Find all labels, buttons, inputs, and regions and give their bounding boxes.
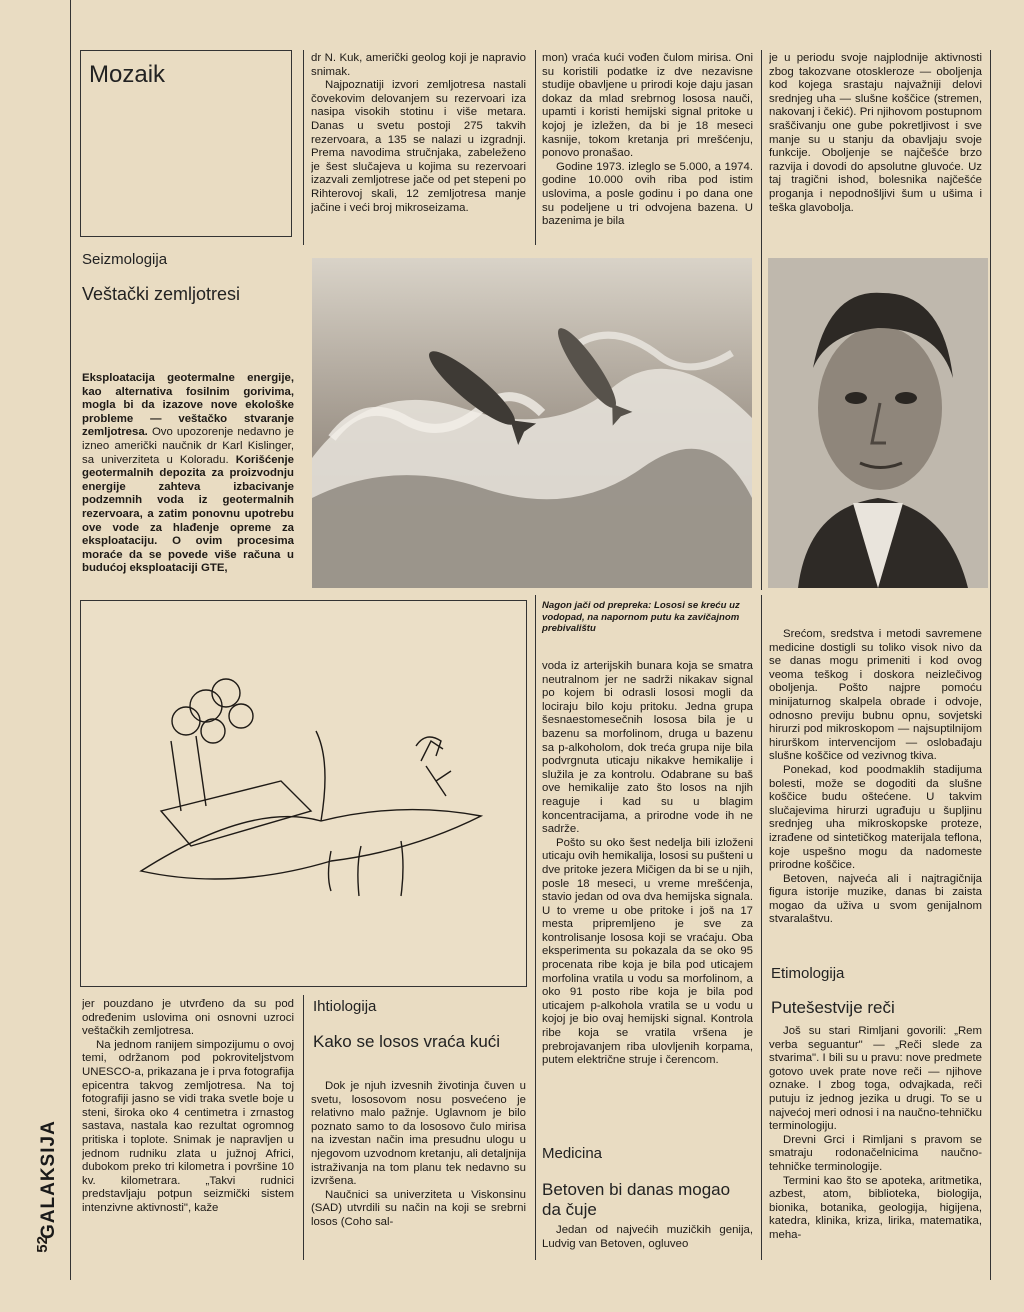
seizmologija-col1-bottom: [82, 998, 294, 1260]
medicina-col4-p2: Srećom, sredstva i metodi savremene medicine dostigli su toliko visok nivo da se danas mogu primeniti i kod ovog veoma teškog i doskora neizlečivog oboljenja. Pošto najpre pomoću minijaturnog skalpela obrade i odvoje, odnosno previju bubnu opnu, sovjetski hirurzi pod mikroskopom — najsuptilnijom hirurškom intervencijom — oslobađaju slušne koščice od vezivnog tkiva.: [769, 628, 982, 763]
section-label-ihtiologija: Ihtiologija: [313, 998, 377, 1015]
medicina-col4-p1: je u periodu svoje najplodnije aktivnosti zbog takozvane otoskleroze — oboljenja kod kojega srastaju najvažniji delovi srednjeg uha — slušne koščice (stremen, nakovanj i čekić). Pri njihovom postupnom sraščivanju one gube pokretljivost i sve manje su u stanju da obavljaju svoje funkcije. Oboljenje se najčešće brzo razvija i dovodi do apsolutne gluvoće. Uz taj tragični ishod, bolesnika najčešće proganja i nepodnošljivi šum u ušima i teška glavobolja.: [769, 52, 982, 214]
etimologija-p2: Drevni Grci i Rimljani s pravom se smatraju rodonačelnicima naučno-tehničke terminologije.: [769, 1133, 982, 1173]
beethoven-portrait: [768, 258, 988, 588]
medicina-col4-middle: [769, 628, 982, 953]
medicina-col4-p4: Betoven, najveća ali i najtragičnija figura istorije muzike, danas bi zaista mogao da uživa u svom genijalnom stvaralaštvu.: [769, 872, 982, 926]
salmon-photo-caption: Nagon jači od prepreka: Lososi se kreću uz vodopad, na napornom putu ka zavičajnom prebivalištu: [542, 600, 740, 634]
mozaik-title-box: [80, 50, 292, 237]
seizmologija-col2-a: dr N. Kuk, američki geolog koji je napravio snimak.: [311, 52, 526, 78]
seizmologija-col1-b: Na jednom ranijem simpozijumu o ovoj temi, održanom pod pokroviteljstvom UNESCO-a, prikazana je i prva fotografija epicentra takvog zemljotresa. Na toj fotografiji jasno se vidi traka svetle boje u steni, široka oko 4 centimetra i zrnastog sastava, nastala kao rezultat ogromnog pritiska i toplote. Snimak je napravljen u jednom rudniku zlata u južnoj Africi, dubokom preko tri kilometra i površine 10 kv. kilometrara. „Takvi rudnici predstavljaju potpun seizmički sistem intenzivne aktivnosti", kaže: [82, 1038, 294, 1214]
ihtiologija-p2: Naučnici sa univerziteta u Viskonsinu (SAD) utvrdili su način na koji se srebrni losos (Coho sal-: [311, 1188, 526, 1228]
ihtiologija-col3-top: [542, 52, 753, 242]
etimologija-body: [769, 1025, 982, 1260]
column-rule-5: [535, 595, 536, 1260]
etimologija-p1: Još su stari Rimljani govorili: „Rem verba seguantur" — „Reči slede za stvarima". I bili su u pravu: nove predmete gotovo uvek prate nove reči — njihove oznake. I zbog toga, odvajkada, reči putuju iz jednog jezika u drugi. To se u najvećoj meri odnosi i na naučno-tehničku terminologiju.: [769, 1025, 982, 1133]
seizmologija-intro-bold: Korišćenje geotermalnih depozita za proizvodnju energije zahteva izbacivanje podzemnih voda iz geotermalnih rezervoara, a zatim ponovnu upotrebu ove vode za hlađenje opreme za eksploataciju. O ovim procesima moraće da se povede više računa u budućoj eksploataciji GTE,: [82, 453, 294, 575]
article-title-vestacki-zemljotresi: Veštački zemljotresi: [82, 284, 241, 304]
medicina-intro: [542, 1224, 753, 1260]
ihtiologija-col2-bottom: [311, 1080, 526, 1260]
seizmologija-col2-b: Najpoznatiji izvori zemljotresa nastali čovekovim delovanjem su rezervoari iza nasipa visokih stotinu i više metara. Danas u svetu postoji 275 takvih rezervoara, a 135 se nalazi u izgradnji. Prema navodima stručnjaka, zabeleženo je šest slučajeva u kojima su rezervoari izazvali zemljotrese jače od pet stepeni po Rihterovoj skali, 12 zemljotresa manje jačine i veći broj mikroseizama.: [311, 79, 526, 214]
article-title-betoven: Betoven bi danas mogao da čuje: [542, 1180, 731, 1219]
right-margin-rule: [990, 50, 991, 1280]
left-margin-rule: [70, 0, 71, 1280]
section-label-medicina: Medicina: [542, 1145, 603, 1162]
article-title-kako-se-losos-vraca: Kako se losos vraća kući: [313, 1032, 501, 1051]
ihtiologija-col3-bottom: [542, 660, 753, 1125]
medicina-col4-top: [769, 52, 982, 242]
cartoon-drawing: [81, 601, 526, 986]
seizmologija-intro-rest: Ovo upozorenje nedavno je izneo američki naučnik dr Karl Kislinger, sa univerziteta u Koloradu.: [82, 426, 294, 466]
article-title-putesestvije-reci: Putešestvije reči: [771, 998, 895, 1017]
beethoven-portrait-graphic: [768, 258, 988, 588]
ihtiologija-col3-p3: voda iz arterijskih bunara koja se smatra neutralnom jer ne sadrži nikakav signal po kojem bi odrasli lososi mogli da lociraju bilo koju pritoku. Jedna grupa šesnaestomesečnih lososa bila je u bazenu sa morfolinom, druga u bazenu sa p-alkoholom, dok treća grupa nije bila podvrgnuta uticaju nikakve hemikalije i služila je za kontrolu. Odabrane su baš ove hemikalije zato što losos na njih reaguje i kad su u blagim koncentracijama, a prirodne vode ih ne sadrže.: [542, 660, 753, 836]
ihtiologija-col3-p4: Pošto su oko šest nedelja bili izloženi uticaju ovih hemikalija, lososi su pušteni u dve pritoke jezera Mičigen da bi se u njih, posle 18 meseci, u vreme mrešćenja, stavio jedan od ova dva hemijska signala. U to vreme u obe pritoke i još na 17 mesta pripremljeno je sve za kontrolisanje lososa koji se vraćaju. Oba eksperimenta su pokazala da se oko 95 procenata ribe koja je bila pod uticajem morfolina vratila u vodu sa morfolinom, a oko 91 posto ribe koja je bila pod uticajem p-alkohola vratila se u vodu u kojoj je bio ovaj hemijski signal. Kontrola ribe koja se vratila vršena je prebrojavanjem riba ulovljenih korpama, putem električne struje i čerencom.: [542, 836, 753, 1067]
galaksija-logo: GALAKSIJA: [38, 1120, 59, 1240]
column-rule-3: [761, 50, 762, 590]
seizmologija-lead: Eksploatacija geotermalne energije, kao alternativa fosilnim gorivima, mogla bi da izazove nove ekološke probleme — veštačko stvaranje zemljotresa.: [82, 372, 294, 439]
salmon-photo-graphic: [312, 258, 752, 588]
section-label-etimologija: Etimologija: [771, 965, 845, 982]
section-label-seizmologija: Seizmologija: [82, 251, 168, 268]
seizmologija-intro: [82, 372, 294, 590]
page-number: 52: [34, 1236, 51, 1253]
column-rule-2: [535, 50, 536, 245]
salmon-waterfall-photo: [312, 258, 752, 588]
etimologija-p3: Termini kao što se apoteka, aritmetika, azbest, atom, biblioteka, biologija, bionika, botanika, geologija, higijena, katedra, klinika, kriza, lirika, matematika, meha-: [769, 1174, 982, 1241]
mozaik-title: Mozaik: [89, 61, 166, 88]
column-rule-1: [303, 50, 304, 245]
seizmologija-col1-a: jer pouzdano je utvrđeno da su pod određenim uslovima oni osnovni uzroci veštačkih zemljotresa.: [82, 998, 294, 1038]
column-rule-6: [761, 595, 762, 1260]
ihtiologija-col3-p2: Godine 1973. izleglo se 5.000, a 1974. godine 10.000 ovih riba pod istim uslovima, a posle godinu i po dana one su podeljene u tri odvojena bazena. U bazenima je bila: [542, 160, 753, 228]
ihtiologija-col3-p1: mon) vraća kući vođen čulom mirisa. Oni su koristili podatke iz dve nezavisne studije obavljene u prirodi koje daju jasan dokaz da mlad srebrnog lososa nauči, upamti i koristi hemijski signal pritoke u kojoj je izležen, da bi je 18 meseci kasnije, tokom kretanja pri mrešćenju, ponovo pronašao.: [542, 52, 753, 160]
cartoon-frame: [80, 600, 527, 987]
ihtiologija-p1: Dok je njuh izvesnih životinja čuven u svetu, lososovom nosu posvećeno je relativno malo pažnje. Uglavnom je bilo poznato samo to da lososovo čulo mirisa na izvestan način ima presudnu ulogu u njegovom uzvodnom kretanju, ali detaljnija istraživanja na tom planu tek nedavno su izvršena.: [311, 1080, 526, 1188]
medicina-p1: Jedan od najvećih muzičkih genija, Ludvig van Betoven, ogluveo: [542, 1224, 753, 1250]
seizmologija-col2: [311, 52, 526, 242]
medicina-col4-p3: Ponekad, kod poodmaklih stadijuma bolesti, može se dogoditi da slušne koščice budu oštećene. U takvim slučajevima hirurzi ugrađuju u šupljinu srednjeg uha mikroskopske proteze, izrađene od sintetičkog materijala teflona, koje uspešno mogu da nadomeste prirodne koščice.: [769, 763, 982, 872]
column-rule-4: [303, 995, 304, 1260]
